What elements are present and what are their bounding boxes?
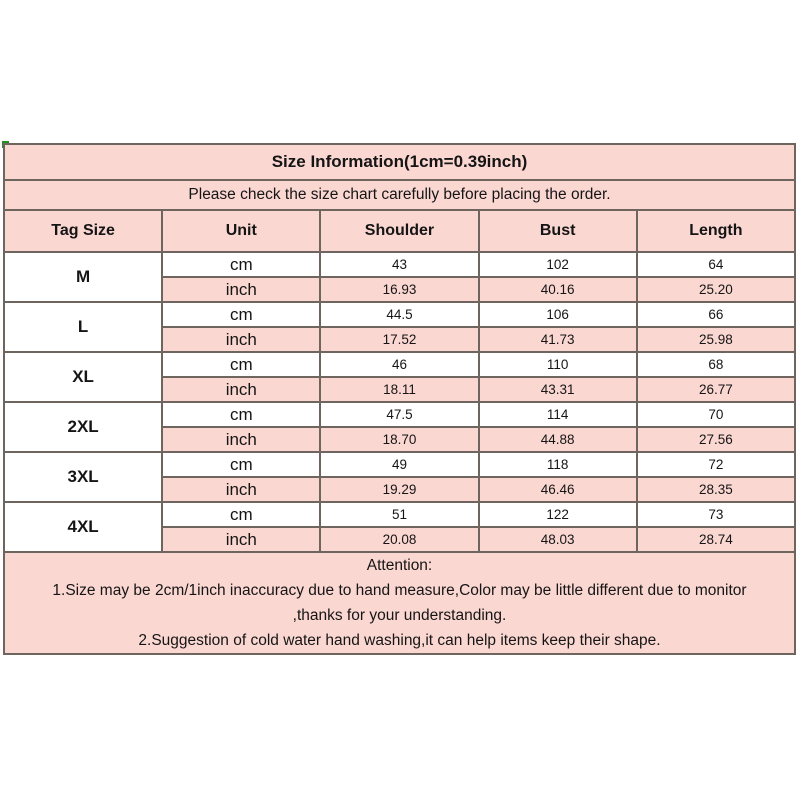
measurement-value-cell: 49 <box>320 452 478 477</box>
size-tag-cell: L <box>4 302 162 352</box>
measurement-value-cell: 26.77 <box>637 377 795 402</box>
attention-note <box>4 552 795 654</box>
measurement-value-cell: 28.74 <box>637 527 795 552</box>
measurement-value-cell: 20.08 <box>320 527 478 552</box>
unit-cell-inch: inch <box>162 427 320 452</box>
unit-cell-cm: cm <box>162 252 320 277</box>
measurement-value-cell: 27.56 <box>637 427 795 452</box>
measurement-value-cell: 16.93 <box>320 277 478 302</box>
unit-cell-cm: cm <box>162 452 320 477</box>
attention-line: 1.Size may be 2cm/1inch inaccuracy due to hand measure,Color may be little different due to monitor <box>52 582 747 599</box>
measurement-value-cell: 25.98 <box>637 327 795 352</box>
measurement-value-cell: 48.03 <box>479 527 637 552</box>
measurement-value-cell: 122 <box>479 502 637 527</box>
unit-cell-inch: inch <box>162 477 320 502</box>
measurement-value-cell: 44.5 <box>320 302 478 327</box>
attention-heading: Attention: <box>366 557 433 574</box>
size-tag-cell: 2XL <box>4 402 162 452</box>
measurement-value-cell: 46.46 <box>479 477 637 502</box>
size-row-cm <box>4 302 795 327</box>
unit-cell-cm: cm <box>162 302 320 327</box>
measurement-value-cell: 47.5 <box>320 402 478 427</box>
size-tag-cell: 4XL <box>4 502 162 552</box>
attention-row <box>4 552 795 654</box>
unit-cell-cm: cm <box>162 352 320 377</box>
measurement-value-cell: 51 <box>320 502 478 527</box>
measurement-value-cell: 72 <box>637 452 795 477</box>
size-row-cm <box>4 502 795 527</box>
size-row-cm <box>4 452 795 477</box>
attention-line: 2.Suggestion of cold water hand washing,it can help items keep their shape. <box>138 632 661 649</box>
size-row-cm <box>4 352 795 377</box>
measurement-value-cell: 40.16 <box>479 277 637 302</box>
measurement-value-cell: 114 <box>479 402 637 427</box>
measurement-value-cell: 46 <box>320 352 478 377</box>
subtitle-row <box>4 180 795 210</box>
measurement-value-cell: 18.70 <box>320 427 478 452</box>
measurement-value-cell: 64 <box>637 252 795 277</box>
size-tag-cell: XL <box>4 352 162 402</box>
size-row-cm <box>4 252 795 277</box>
measurement-value-cell: 18.11 <box>320 377 478 402</box>
unit-cell-inch: inch <box>162 527 320 552</box>
column-header-length: Length <box>637 210 795 252</box>
table-subtitle: Please check the size chart carefully before placing the order. <box>4 180 795 210</box>
unit-cell-cm: cm <box>162 402 320 427</box>
unit-cell-inch: inch <box>162 327 320 352</box>
column-header-shoulder: Shoulder <box>320 210 478 252</box>
unit-cell-inch: inch <box>162 377 320 402</box>
measurement-value-cell: 73 <box>637 502 795 527</box>
measurement-value-cell: 43 <box>320 252 478 277</box>
table-title: Size Information(1cm=0.39inch) <box>4 144 795 180</box>
size-tag-cell: M <box>4 252 162 302</box>
column-header-tag-size: Tag Size <box>4 210 162 252</box>
measurement-value-cell: 70 <box>637 402 795 427</box>
measurement-value-cell: 106 <box>479 302 637 327</box>
size-table-body <box>4 252 795 552</box>
title-row <box>4 144 795 180</box>
attention-line: ,thanks for your understanding. <box>292 607 507 624</box>
measurement-value-cell: 19.29 <box>320 477 478 502</box>
size-row-cm <box>4 402 795 427</box>
measurement-value-cell: 66 <box>637 302 795 327</box>
measurement-value-cell: 44.88 <box>479 427 637 452</box>
measurement-value-cell: 17.52 <box>320 327 478 352</box>
size-tag-cell: 3XL <box>4 452 162 502</box>
unit-cell-cm: cm <box>162 502 320 527</box>
measurement-value-cell: 68 <box>637 352 795 377</box>
measurement-value-cell: 25.20 <box>637 277 795 302</box>
unit-cell-inch: inch <box>162 277 320 302</box>
column-header-unit: Unit <box>162 210 320 252</box>
measurement-value-cell: 43.31 <box>479 377 637 402</box>
column-header-bust: Bust <box>479 210 637 252</box>
measurement-value-cell: 110 <box>479 352 637 377</box>
measurement-value-cell: 118 <box>479 452 637 477</box>
measurement-value-cell: 41.73 <box>479 327 637 352</box>
column-header-row <box>4 210 795 252</box>
size-information-table <box>3 143 796 655</box>
measurement-value-cell: 102 <box>479 252 637 277</box>
measurement-value-cell: 28.35 <box>637 477 795 502</box>
